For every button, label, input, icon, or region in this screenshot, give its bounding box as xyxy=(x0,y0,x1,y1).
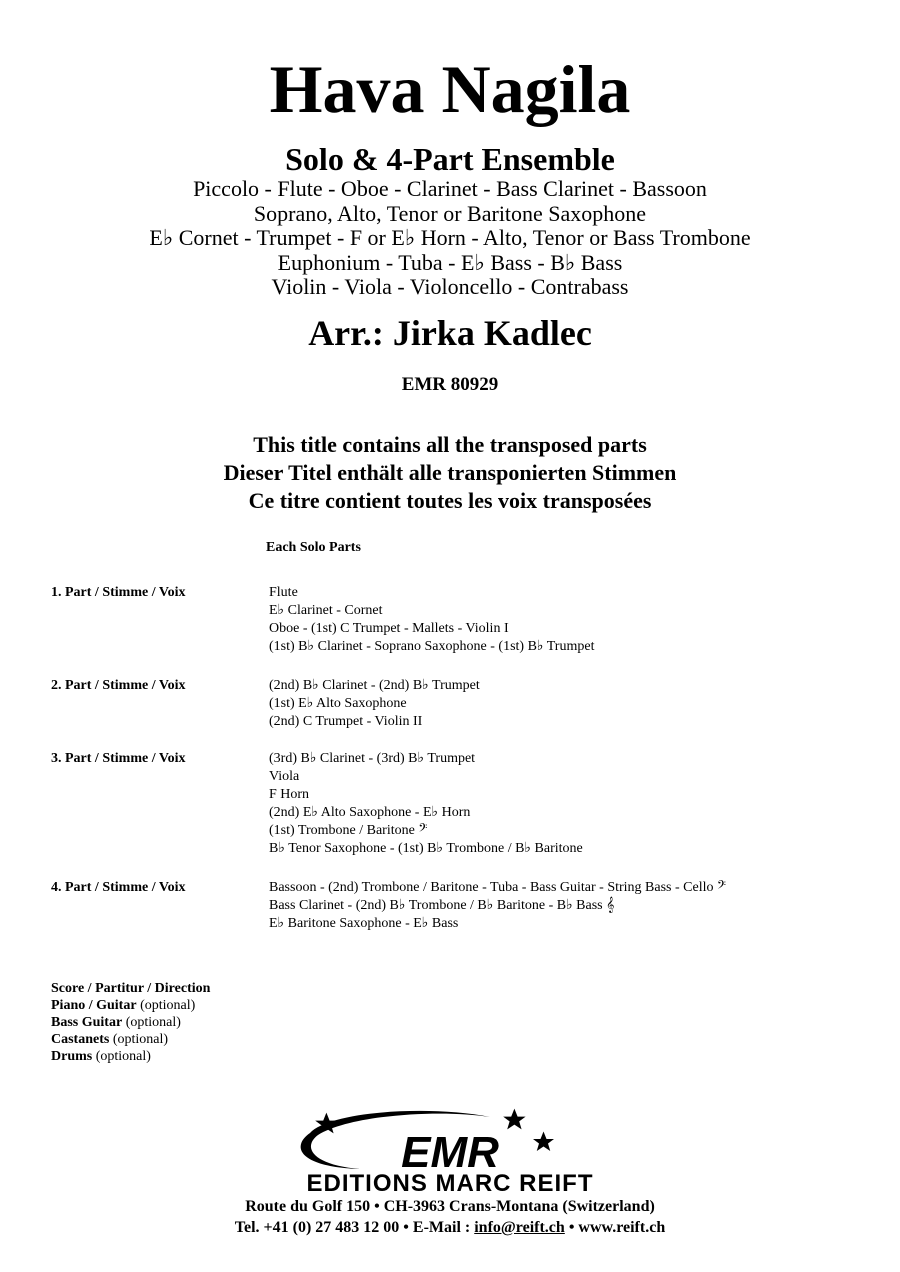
extra-parts-list xyxy=(51,980,210,1065)
part-item: Viola xyxy=(269,769,300,784)
website: • www.reift.ch xyxy=(564,1219,666,1236)
part-1-items xyxy=(269,584,594,656)
email-link[interactable]: info@reift.ch xyxy=(474,1219,565,1236)
part-1-label: 1. Part / Stimme / Voix xyxy=(51,585,186,600)
part-item: (2nd) E♭ Alto Saxophone - E♭ Horn xyxy=(269,805,471,820)
part-item: (1st) B♭ Clarinet - Soprano Saxophone - (1st) B♭ Trumpet xyxy=(269,639,595,654)
parts-heading: Each Solo Parts xyxy=(266,540,361,555)
part-item: (1st) Trombone / Baritone 𝄢 xyxy=(269,823,428,838)
part-item: (2nd) B♭ Clarinet - (2nd) B♭ Trumpet xyxy=(269,678,480,693)
publisher-address: Route du Golf 150 • CH-3963 Crans-Montana (Switzerland) xyxy=(245,1198,655,1215)
note-german: Dieser Titel enthält alle transponierten Stimmen xyxy=(223,460,677,485)
part-item: E♭ Baritone Saxophone - E♭ Bass xyxy=(269,916,459,931)
instrumentation-line: Piccolo - Flute - Oboe - Clarinet - Bass Clarinet - Bassoon xyxy=(193,176,707,201)
part-4-label: 4. Part / Stimme / Voix xyxy=(51,880,186,895)
arranger: Arr.: Jirka Kadlec xyxy=(308,313,592,353)
page-title: Hava Nagila xyxy=(269,51,631,127)
instrumentation-line: Violin - Viola - Violoncello - Contrabass xyxy=(271,274,629,299)
part-item: F Horn xyxy=(269,787,310,802)
part-4-items xyxy=(269,879,726,933)
part-item: (2nd) C Trumpet - Violin II xyxy=(269,714,423,729)
extra-part: Piano / Guitar (optional) xyxy=(51,998,196,1013)
extra-part: Drums (optional) xyxy=(51,1049,151,1064)
part-3-items xyxy=(269,750,583,858)
extra-part: Castanets (optional) xyxy=(51,1032,169,1047)
part-item: (1st) E♭ Alto Saxophone xyxy=(269,696,407,711)
instrumentation-line: Soprano, Alto, Tenor or Baritone Saxophone xyxy=(253,200,647,226)
catalog-number: EMR 80929 xyxy=(401,374,499,395)
part-item: Oboe - (1st) C Trumpet - Mallets - Violin I xyxy=(269,621,509,636)
part-item: B♭ Tenor Saxophone - (1st) B♭ Trombone / B♭ Baritone xyxy=(269,841,583,856)
note-french: Ce titre contient toutes les voix transposées xyxy=(248,488,652,513)
part-item: E♭ Clarinet - Cornet xyxy=(269,603,383,618)
part-item: Flute xyxy=(269,585,298,600)
extra-part: Bass Guitar (optional) xyxy=(51,1015,181,1030)
subtitle: Solo & 4-Part Ensemble xyxy=(285,141,615,177)
instrumentation-line: Euphonium - Tuba - E♭ Bass - B♭ Bass xyxy=(277,249,623,275)
instrumentation-line: E♭ Cornet - Trumpet - F or E♭ Horn - Alto, Tenor or Bass Trombone xyxy=(149,225,751,250)
part-2-label: 2. Part / Stimme / Voix xyxy=(51,678,186,693)
part-item: Bassoon - (2nd) Trombone / Baritone - Tuba - Bass Guitar - String Bass - Cello 𝄢 xyxy=(269,880,726,895)
instrumentation-list xyxy=(0,177,900,300)
part-3-label: 3. Part / Stimme / Voix xyxy=(51,751,186,766)
part-2-items xyxy=(269,677,480,731)
emr-logo xyxy=(240,1105,660,1195)
extra-part: Score / Partitur / Direction xyxy=(51,981,211,996)
publisher-contact: Tel. +41 (0) 27 483 12 00 • E-Mail : info@reift.ch • www.reift.ch xyxy=(234,1219,666,1236)
part-item: Bass Clarinet - (2nd) B♭ Trombone / B♭ Baritone - B♭ Bass 𝄞 xyxy=(269,898,615,913)
svg-text:EDITIONS MARC REIFT: EDITIONS MARC REIFT xyxy=(306,1170,594,1195)
note-english: This title contains all the transposed parts xyxy=(253,432,647,457)
transposition-note xyxy=(0,431,900,515)
svg-text:EMR: EMR xyxy=(401,1128,499,1177)
part-item: (3rd) B♭ Clarinet - (3rd) B♭ Trumpet xyxy=(269,751,476,766)
